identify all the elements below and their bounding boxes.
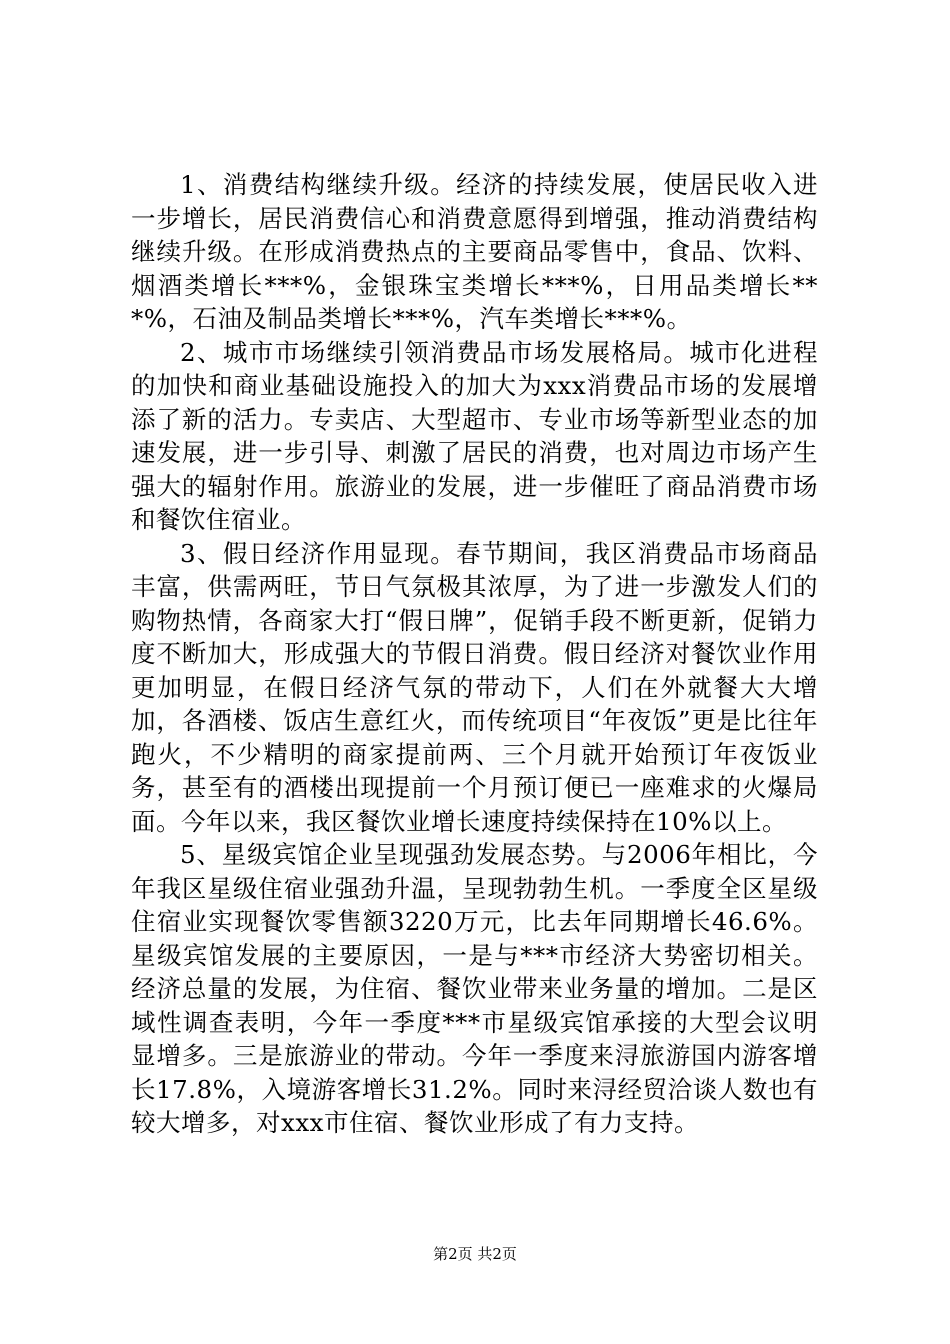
paragraph-consumption-structure: 1、消费结构继续升级。经济的持续发展，使居民收入进一步增长，居民消费信心和消费意愿得到增强，推动消费结构继续升级。在形成消费热点的主要商品零售中，食品、饮料、烟酒类增长***%，金银珠宝类增长***%，日用品类增长***%，石油及制品类增长***%，汽车类增长***%。: [131, 170, 818, 333]
paragraph-holiday-economy: 3、假日经济作用显现。春节期间，我区消费品市场商品丰富，供需两旺，节日气氛极其浓厚，为了进一步激发人们的购物热情，各商家大打“假日牌”，促销手段不断更新，促销力度不断加大，形成强大的节假日消费。假日经济对餐饮业作用更加明显，在假日经济气氛的带动下，人们在外就餐大大增加，各酒楼、饭店生意红火，而传统项目“年夜饭”更是比往年跑火，不少精明的商家提前两、三个月就开始预订年夜饭业务，甚至有的酒楼出现提前一个月预订便已一座难求的火爆局面。今年以来，我区餐饮业增长速度持续保持在10%以上。: [131, 538, 818, 836]
page-footer: 第2页 共2页: [433, 1245, 517, 1263]
paragraph-urban-market: 2、城市市场继续引领消费品市场发展格局。城市化进程的加快和商业基础设施投入的加大为xxx消费品市场的发展增添了新的活力。专卖店、大型超市、专业市场等新型业态的加速发展，进一步引导、刺激了居民的消费，也对周边市场产生强大的辐射作用。旅游业的发展，进一步催旺了商品消费市场和餐饮住宿业。: [131, 337, 818, 534]
document-body: [131, 168, 818, 1140]
paragraph-star-hotels: 5、星级宾馆企业呈现强劲发展态势。与2006年相比，今年我区星级住宿业强劲升温，呈现勃勃生机。一季度全区星级住宿业实现餐饮零售额3220万元，比去年同期增长46.6%。星级宾馆发展的主要原因，一是与***市经济大势密切相关。经济总量的发展，为住宿、餐饮业带来业务量的增加。二是区域性调查表明，今年一季度***市星级宾馆承接的大型会议明显增多。三是旅游业的带动。今年一季度来浔旅游国内游客增长17.8%，入境游客增长31.2%。同时来浔经贸洽谈人数也有较大增多，对xxx市住宿、餐饮业形成了有力支持。: [131, 840, 818, 1137]
